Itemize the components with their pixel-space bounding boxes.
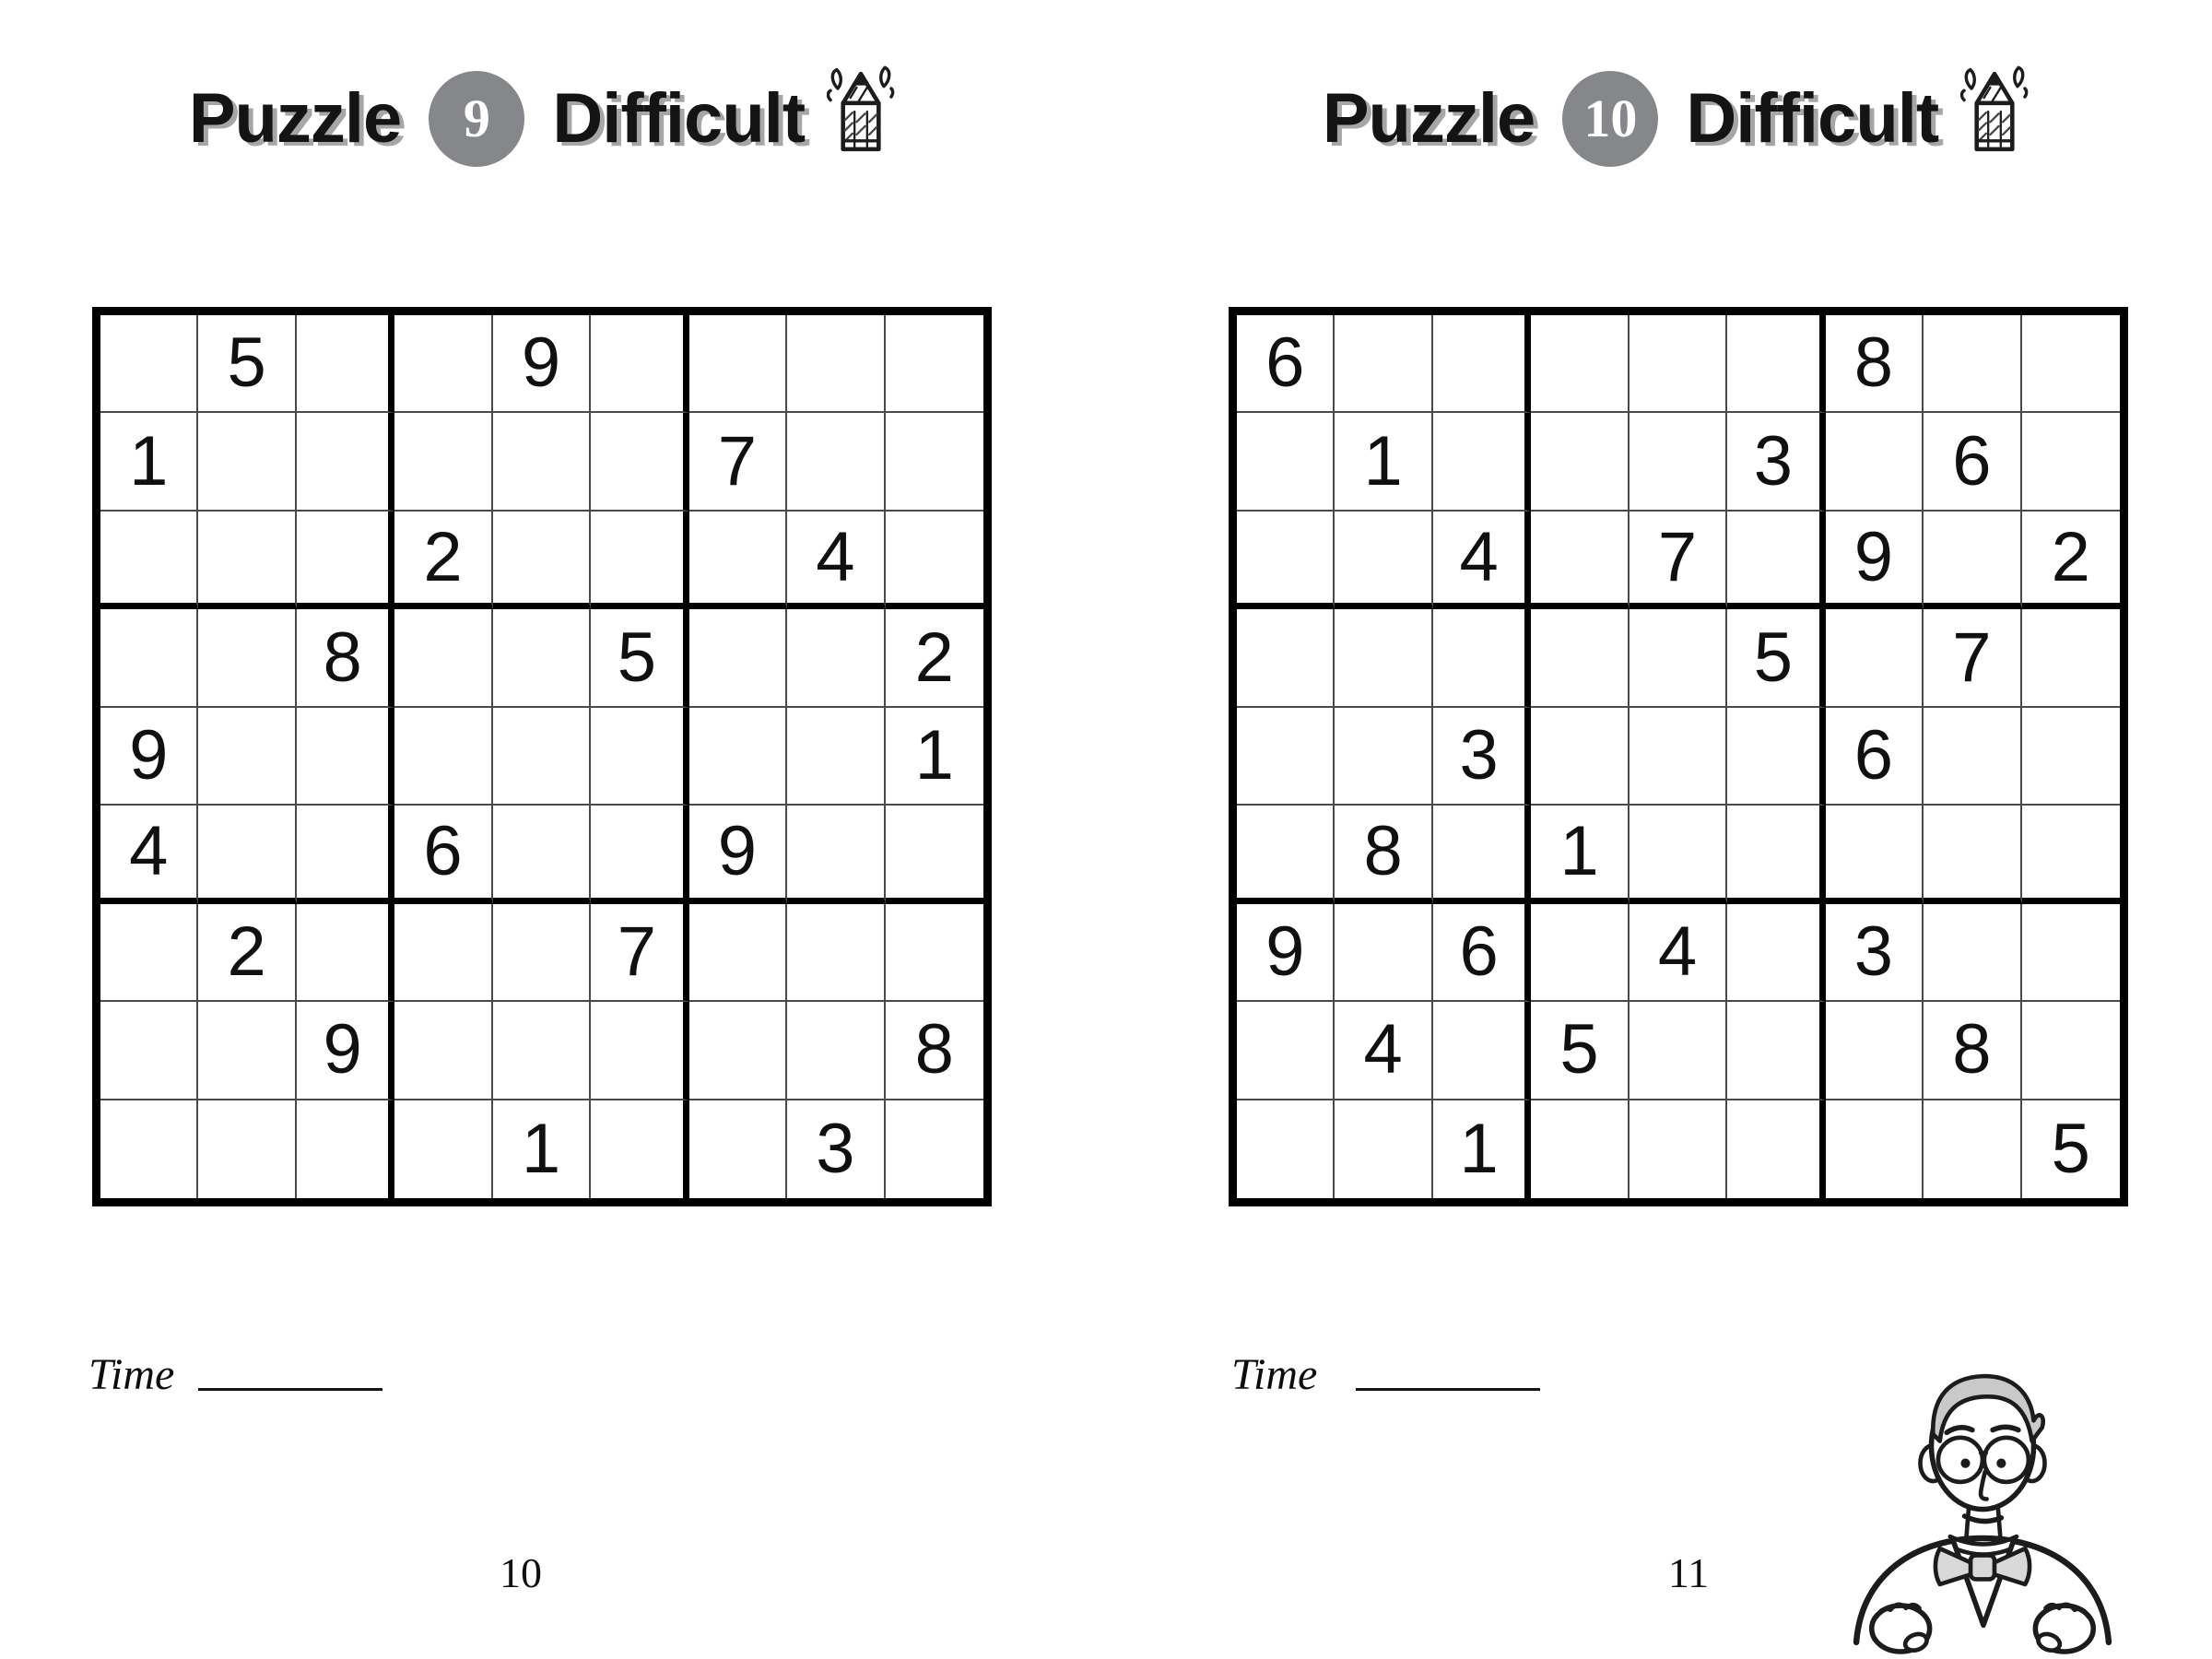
sudoku-cell[interactable] [886, 904, 983, 1002]
sudoku-cell[interactable] [394, 315, 492, 413]
sudoku-cell[interactable]: 1 [493, 1100, 591, 1198]
sudoku-cell[interactable]: 3 [1826, 904, 1924, 1002]
sudoku-cell[interactable] [297, 1100, 394, 1198]
sudoku-cell[interactable] [1335, 315, 1432, 413]
page-number-right: 11 [1667, 1549, 1710, 1596]
difficulty-label: Difficult [552, 79, 806, 158]
sudoku-cell[interactable] [1826, 806, 1924, 903]
time-label: Time [88, 1350, 175, 1399]
sudoku-cell[interactable] [1433, 315, 1531, 413]
sudoku-cell[interactable] [1531, 904, 1629, 1002]
sudoku-cell[interactable]: 1 [886, 708, 983, 806]
sudoku-cell[interactable] [1531, 315, 1629, 413]
sudoku-cell[interactable]: 5 [2051, 1109, 2090, 1188]
sudoku-cell[interactable] [1531, 512, 1629, 609]
sudoku-cell[interactable] [493, 708, 591, 806]
time-label: Time [1231, 1350, 1318, 1399]
sudoku-grid-left [92, 307, 992, 1206]
puzzle-header-right [1229, 65, 2123, 173]
sudoku-cell[interactable] [1630, 413, 1727, 511]
sudoku-cell[interactable]: 9 [1237, 904, 1335, 1002]
sudoku-cell[interactable]: 2 [394, 512, 492, 609]
sudoku-cell[interactable] [1630, 609, 1727, 707]
sudoku-cell[interactable] [297, 315, 394, 413]
sudoku-cell[interactable]: 6 [1237, 315, 1335, 413]
sudoku-cell[interactable]: 4 [1630, 904, 1727, 1002]
sudoku-cell[interactable] [689, 315, 787, 413]
sudoku-cell[interactable] [1826, 413, 1924, 511]
puzzle-title: Puzzle [1322, 79, 1535, 158]
sudoku-cell[interactable] [1727, 806, 1825, 903]
sudoku-cell[interactable] [1433, 1002, 1531, 1100]
sudoku-cell[interactable] [2022, 609, 2120, 707]
sudoku-cell[interactable] [1924, 904, 2021, 1002]
sudoku-cell[interactable] [787, 315, 885, 413]
sudoku-cell[interactable] [297, 806, 394, 903]
sudoku-cell[interactable] [591, 806, 688, 903]
sudoku-cell[interactable]: 8 [1924, 1002, 2021, 1100]
puzzle-number-badge [1562, 71, 1658, 167]
sudoku-cell[interactable] [1531, 413, 1629, 511]
time-blank-line [198, 1388, 382, 1391]
sudoku-cell[interactable]: 1 [1531, 806, 1629, 903]
sudoku-cell[interactable] [493, 1002, 591, 1100]
puzzle-header-left [92, 65, 992, 173]
sudoku-cell[interactable] [1237, 609, 1335, 707]
sudoku-cell[interactable]: 8 [886, 1002, 983, 1100]
sudoku-cell[interactable] [1433, 413, 1531, 511]
sudoku-cell[interactable] [493, 512, 591, 609]
sudoku-cell[interactable] [591, 413, 688, 511]
sudoku-cell[interactable] [591, 1100, 688, 1198]
sudoku-cell[interactable] [1531, 1100, 1629, 1198]
sudoku-cell[interactable]: 6 [1826, 708, 1924, 806]
sudoku-cell[interactable] [297, 512, 394, 609]
sudoku-cell[interactable] [787, 904, 885, 1002]
sudoku-cell[interactable] [689, 1100, 787, 1198]
sudoku-cell[interactable] [2022, 1002, 2120, 1100]
sudoku-cell[interactable] [1630, 315, 1727, 413]
sudoku-cell[interactable] [198, 708, 296, 806]
sudoku-cell[interactable]: 4 [1433, 512, 1531, 609]
sudoku-cell[interactable] [297, 708, 394, 806]
sudoku-cell[interactable] [1531, 708, 1629, 806]
sudoku-cell[interactable]: 2 [198, 904, 296, 1002]
sudoku-cell[interactable] [1335, 609, 1432, 707]
sudoku-cell[interactable] [1630, 1002, 1727, 1100]
sudoku-cell[interactable] [1630, 708, 1727, 806]
sudoku-cell[interactable] [100, 512, 198, 609]
sudoku-cell[interactable]: 1 [100, 413, 198, 511]
sudoku-cell[interactable] [1924, 512, 2021, 609]
sudoku-cell[interactable]: 2 [2022, 512, 2120, 609]
sudoku-cell[interactable] [1727, 315, 1825, 413]
sudoku-cell[interactable] [886, 512, 983, 609]
sudoku-cell[interactable] [1237, 512, 1335, 609]
sudoku-cell[interactable] [1335, 1100, 1432, 1198]
sudoku-cell[interactable]: 5 [591, 609, 688, 707]
sudoku-cell[interactable]: 7 [591, 904, 688, 1002]
sudoku-cell[interactable] [493, 609, 591, 707]
sudoku-cell[interactable]: 8 [1335, 806, 1432, 903]
time-entry-left [88, 1350, 382, 1399]
sudoku-cell[interactable]: 3 [1433, 708, 1531, 806]
sudoku-cell[interactable]: 9 [1826, 512, 1924, 609]
sudoku-cell[interactable] [493, 806, 591, 903]
sudoku-cell[interactable]: 7 [1924, 609, 2021, 707]
sudoku-cell[interactable]: 4 [787, 512, 885, 609]
sudoku-cell[interactable]: 8 [1826, 315, 1924, 413]
sudoku-cell[interactable] [1237, 413, 1335, 511]
sudoku-cell[interactable] [2022, 708, 2120, 806]
sudoku-cell[interactable] [1237, 708, 1335, 806]
sudoku-cell[interactable]: 9 [100, 708, 198, 806]
sudoku-cell[interactable]: 5 [1727, 609, 1825, 707]
sudoku-cell[interactable] [1237, 1002, 1335, 1100]
sudoku-cell[interactable] [297, 413, 394, 511]
sudoku-cell[interactable] [1826, 1002, 1924, 1100]
sudoku-cell[interactable]: 2 [886, 609, 983, 707]
sudoku-cell[interactable]: 1 [1335, 413, 1432, 511]
sudoku-cell[interactable] [1335, 708, 1432, 806]
sudoku-cell[interactable] [1335, 904, 1432, 1002]
sudoku-cell[interactable] [886, 413, 983, 511]
sudoku-cell[interactable] [1630, 806, 1727, 903]
sudoku-cell[interactable] [787, 1002, 885, 1100]
sudoku-cell[interactable] [1237, 806, 1335, 903]
sudoku-cell[interactable] [689, 1002, 787, 1100]
sudoku-cell[interactable] [1531, 609, 1629, 707]
sudoku-cell[interactable] [100, 904, 198, 1002]
sudoku-grid-right [1229, 307, 2128, 1206]
sudoku-cell[interactable] [1335, 512, 1432, 609]
sweating-pencil-icon [827, 65, 895, 158]
sudoku-cell[interactable] [591, 315, 688, 413]
sudoku-cell[interactable] [1433, 806, 1531, 903]
sudoku-cell[interactable]: 1 [1433, 1100, 1531, 1198]
sudoku-cell[interactable] [493, 904, 591, 1002]
sudoku-cell[interactable] [100, 1002, 198, 1100]
sudoku-cell[interactable] [1924, 708, 2021, 806]
sudoku-cell[interactable] [1433, 609, 1531, 707]
page-number-left: 10 [500, 1549, 542, 1596]
sudoku-cell[interactable] [689, 904, 787, 1002]
sudoku-cell[interactable]: 6 [1433, 904, 1531, 1002]
sudoku-cell[interactable] [100, 1100, 198, 1198]
sudoku-cell[interactable] [2022, 315, 2120, 413]
sudoku-cell[interactable] [1924, 315, 2021, 413]
sudoku-cell[interactable] [198, 1100, 296, 1198]
puzzle-number: 9 [463, 88, 490, 148]
sudoku-cell[interactable] [886, 1100, 983, 1198]
sudoku-cell[interactable] [100, 609, 198, 707]
sudoku-cell[interactable] [591, 708, 688, 806]
sudoku-cell[interactable] [1727, 904, 1825, 1002]
sudoku-cell[interactable]: 6 [394, 806, 492, 903]
sudoku-cell[interactable] [1237, 1100, 1335, 1198]
time-entry-right [1231, 1350, 1540, 1399]
sudoku-cell[interactable] [2022, 806, 2120, 903]
sudoku-cell[interactable] [198, 512, 296, 609]
sudoku-cell[interactable] [394, 1100, 492, 1198]
sudoku-cell[interactable]: 5 [1531, 1002, 1629, 1100]
sudoku-cell[interactable] [2022, 904, 2120, 1002]
sudoku-cell[interactable] [198, 609, 296, 707]
sudoku-cell[interactable] [787, 413, 885, 511]
sudoku-cell[interactable] [1727, 1100, 1825, 1198]
sudoku-cell[interactable] [394, 413, 492, 511]
sudoku-cell[interactable] [1727, 1002, 1825, 1100]
sudoku-cell[interactable]: 8 [297, 609, 394, 707]
sudoku-cell[interactable] [394, 708, 492, 806]
sudoku-cell[interactable] [1727, 708, 1825, 806]
sudoku-cell[interactable] [198, 806, 296, 903]
sudoku-cell[interactable]: 4 [100, 806, 198, 903]
sudoku-cell[interactable] [689, 609, 787, 707]
sudoku-cell[interactable] [1924, 806, 2021, 903]
puzzle-number-badge [429, 71, 524, 167]
sudoku-cell[interactable] [2022, 413, 2120, 511]
sudoku-cell[interactable] [787, 609, 885, 707]
sudoku-cell[interactable] [198, 413, 296, 511]
sudoku-cell[interactable] [886, 806, 983, 903]
sudoku-cell[interactable] [591, 1002, 688, 1100]
sudoku-cell[interactable]: 6 [1924, 413, 2021, 511]
sudoku-cell[interactable] [198, 1002, 296, 1100]
sudoku-cell[interactable] [100, 315, 198, 413]
puzzle-number: 10 [1583, 88, 1638, 148]
sudoku-cell[interactable]: 5 [198, 315, 296, 413]
sudoku-cell[interactable] [1826, 609, 1924, 707]
sudoku-cell[interactable]: 4 [1335, 1002, 1432, 1100]
sudoku-cell[interactable] [787, 806, 885, 903]
sudoku-cell[interactable]: 3 [1727, 413, 1825, 511]
sudoku-cell[interactable] [689, 708, 787, 806]
sudoku-cell[interactable]: 7 [1630, 512, 1727, 609]
sudoku-cell[interactable] [591, 512, 688, 609]
sudoku-cell[interactable]: 3 [787, 1100, 885, 1198]
sudoku-cell[interactable] [493, 413, 591, 511]
sudoku-cell[interactable] [297, 904, 394, 1002]
puzzled-man-icon [1812, 1342, 2153, 1659]
sudoku-cell[interactable] [394, 1002, 492, 1100]
sudoku-cell[interactable] [1727, 512, 1825, 609]
sudoku-cell[interactable] [886, 315, 983, 413]
puzzle-title: Puzzle [188, 79, 402, 158]
sudoku-cell[interactable] [787, 708, 885, 806]
sudoku-cell[interactable]: 7 [689, 413, 787, 511]
sudoku-cell[interactable] [394, 609, 492, 707]
sudoku-cell[interactable] [689, 512, 787, 609]
sudoku-cell[interactable] [1924, 1100, 2021, 1198]
sudoku-cell[interactable]: 9 [297, 1002, 394, 1100]
sudoku-cell[interactable] [394, 904, 492, 1002]
sudoku-cell[interactable] [1826, 1100, 1924, 1198]
sudoku-cell[interactable] [1630, 1100, 1727, 1198]
sweating-pencil-icon [1960, 65, 2029, 158]
difficulty-label: Difficult [1686, 79, 1939, 158]
sudoku-cell[interactable]: 9 [689, 806, 787, 903]
sudoku-cell[interactable]: 9 [493, 315, 591, 413]
time-blank-line [1356, 1388, 1540, 1391]
